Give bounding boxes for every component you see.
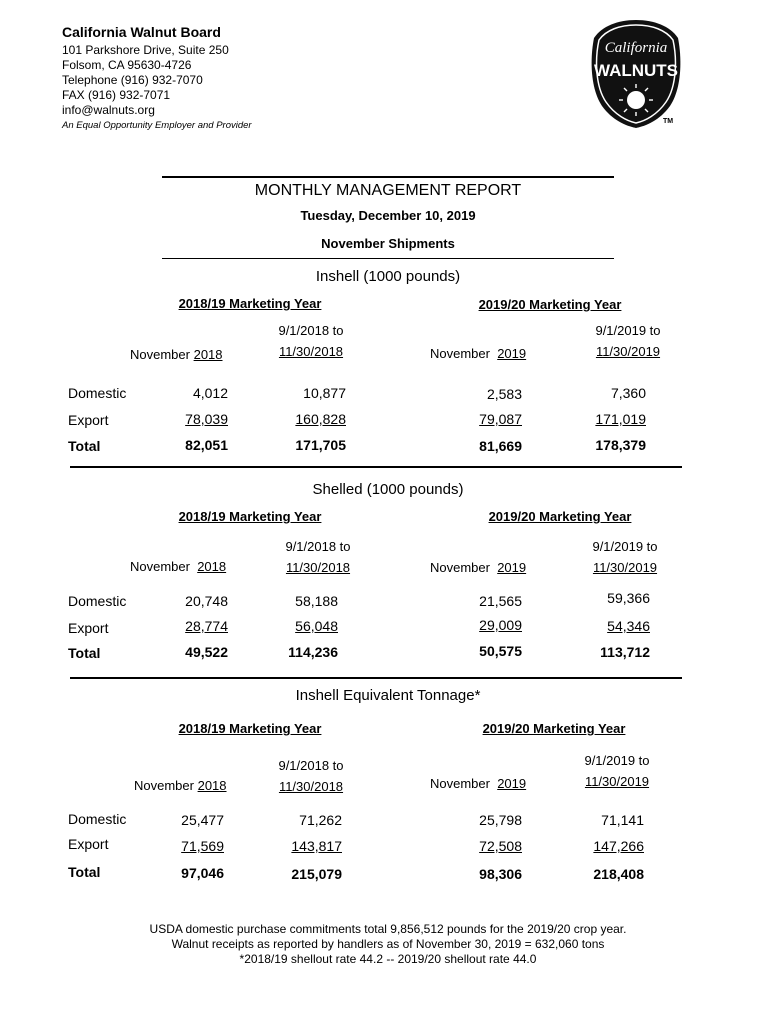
address-line: 101 Parkshore Drive, Suite 250 xyxy=(62,43,229,57)
row-label-domestic: Domestic xyxy=(68,385,127,401)
value-cell: 21,565 xyxy=(479,593,522,609)
row-label-domestic: Domestic xyxy=(68,593,127,609)
divider-rule xyxy=(162,176,614,178)
value-cell: 28,774 xyxy=(185,618,228,634)
row-label-total: Total xyxy=(68,864,101,880)
value-cell: 25,798 xyxy=(479,812,522,828)
marketing-year-heading: 2019/20 Marketing Year xyxy=(488,509,632,524)
report-date: Tuesday, December 10, 2019 xyxy=(300,208,476,223)
value-cell: 49,522 xyxy=(185,644,228,660)
period-month-header: November 2018 xyxy=(134,778,227,793)
marketing-year-heading: 2018/19 Marketing Year xyxy=(178,721,322,736)
value-cell: 78,039 xyxy=(185,411,228,427)
row-label-export: Export xyxy=(68,836,109,852)
period-month-header: November 2019 xyxy=(430,560,527,575)
value-cell: 50,575 xyxy=(479,643,522,659)
logo-brand-text: WALNUTS xyxy=(593,61,679,80)
row-label-total: Total xyxy=(68,438,101,454)
value-cell: 72,508 xyxy=(479,838,522,854)
value-cell: 2,583 xyxy=(486,386,522,402)
value-cell: 97,046 xyxy=(181,865,224,881)
california-walnuts-logo xyxy=(588,18,684,130)
period-month-header: November 2018 xyxy=(130,559,227,574)
value-cell: 215,079 xyxy=(291,866,342,882)
report-title: MONTHLY MANAGEMENT REPORT xyxy=(254,182,522,199)
row-label-domestic: Domestic xyxy=(68,811,127,827)
value-cell: 25,477 xyxy=(181,812,224,828)
value-cell: 171,019 xyxy=(595,411,646,427)
value-cell: 29,009 xyxy=(479,617,522,633)
value-cell: 58,188 xyxy=(295,593,338,609)
value-cell: 98,306 xyxy=(479,866,522,882)
value-cell: 56,048 xyxy=(295,618,338,634)
marketing-year-heading: 2019/20 Marketing Year xyxy=(482,721,626,736)
email: info@walnuts.org xyxy=(62,103,155,117)
period-range-header: 9/1/2019 to 11/30/2019 xyxy=(595,323,661,359)
value-cell: 7,360 xyxy=(610,385,646,401)
value-cell: 160,828 xyxy=(295,411,346,427)
marketing-year-heading: 2018/19 Marketing Year xyxy=(178,509,322,524)
period-month-header: November 2019 xyxy=(430,776,527,791)
divider-rule xyxy=(70,466,682,468)
marketing-year-heading: 2018/19 Marketing Year xyxy=(178,296,322,311)
value-cell: 114,236 xyxy=(288,644,338,660)
equal-opportunity-statement: An Equal Opportunity Employer and Provider xyxy=(62,120,252,131)
period-range-header: 9/1/2018 to 11/30/2018 xyxy=(278,758,344,794)
value-cell: 143,817 xyxy=(291,838,342,854)
footnote-line: USDA domestic purchase commitments total 9,856,512 pounds for the 2019/20 crop year. xyxy=(149,922,627,936)
value-cell: 171,705 xyxy=(295,437,346,453)
value-cell: 79,087 xyxy=(479,411,522,427)
value-cell: 82,051 xyxy=(185,437,228,453)
address-line: Folsom, CA 95630-4726 xyxy=(62,58,192,72)
section-title-inshell-equivalent-tonnage: Inshell Equivalent Tonnage* xyxy=(295,687,481,704)
period-range-header: 9/1/2018 to 11/30/2018 xyxy=(278,323,344,359)
divider-rule xyxy=(162,258,614,259)
row-label-total: Total xyxy=(68,645,101,661)
trademark-symbol: TM xyxy=(663,118,674,125)
period-month-header: November 2019 xyxy=(430,346,527,361)
section-title-inshell: Inshell (1000 pounds) xyxy=(315,268,461,285)
period-range-header: 9/1/2019 to 11/30/2019 xyxy=(584,753,650,789)
value-cell: 10,877 xyxy=(303,385,346,401)
period-range-header: 9/1/2019 to 11/30/2019 xyxy=(592,539,658,575)
value-cell: 71,141 xyxy=(601,812,644,828)
value-cell: 81,669 xyxy=(479,438,522,454)
section-title-shelled: Shelled (1000 pounds) xyxy=(312,481,464,498)
row-label-export: Export xyxy=(68,412,109,428)
marketing-year-heading: 2019/20 Marketing Year xyxy=(478,297,622,312)
footnotes xyxy=(60,922,716,967)
value-cell: 178,379 xyxy=(595,437,646,453)
organization-name: California Walnut Board xyxy=(62,24,221,40)
value-cell: 20,748 xyxy=(185,593,228,609)
footnote-line: *2018/19 shellout rate 44.2 -- 2019/20 shellout rate 44.0 xyxy=(239,952,537,966)
fax: FAX (916) 932-7071 xyxy=(62,88,171,102)
telephone: Telephone (916) 932-7070 xyxy=(62,73,203,87)
logo-script-text: California xyxy=(604,40,668,56)
period-month-header: November 2018 xyxy=(130,347,223,362)
report-subtitle: November Shipments xyxy=(321,236,455,251)
value-cell: 59,366 xyxy=(607,590,650,606)
value-cell: 54,346 xyxy=(607,618,650,634)
period-range-header: 9/1/2018 to 11/30/2018 xyxy=(285,539,351,575)
value-cell: 147,266 xyxy=(593,838,644,854)
value-cell: 4,012 xyxy=(192,385,228,401)
value-cell: 71,569 xyxy=(181,838,224,854)
value-cell: 71,262 xyxy=(299,812,342,828)
value-cell: 218,408 xyxy=(593,866,644,882)
value-cell: 113,712 xyxy=(600,644,650,660)
row-label-export: Export xyxy=(68,620,109,636)
footnote-line: Walnut receipts as reported by handlers as of November 30, 2019 = 632,060 tons xyxy=(171,937,605,951)
divider-rule xyxy=(70,677,682,679)
